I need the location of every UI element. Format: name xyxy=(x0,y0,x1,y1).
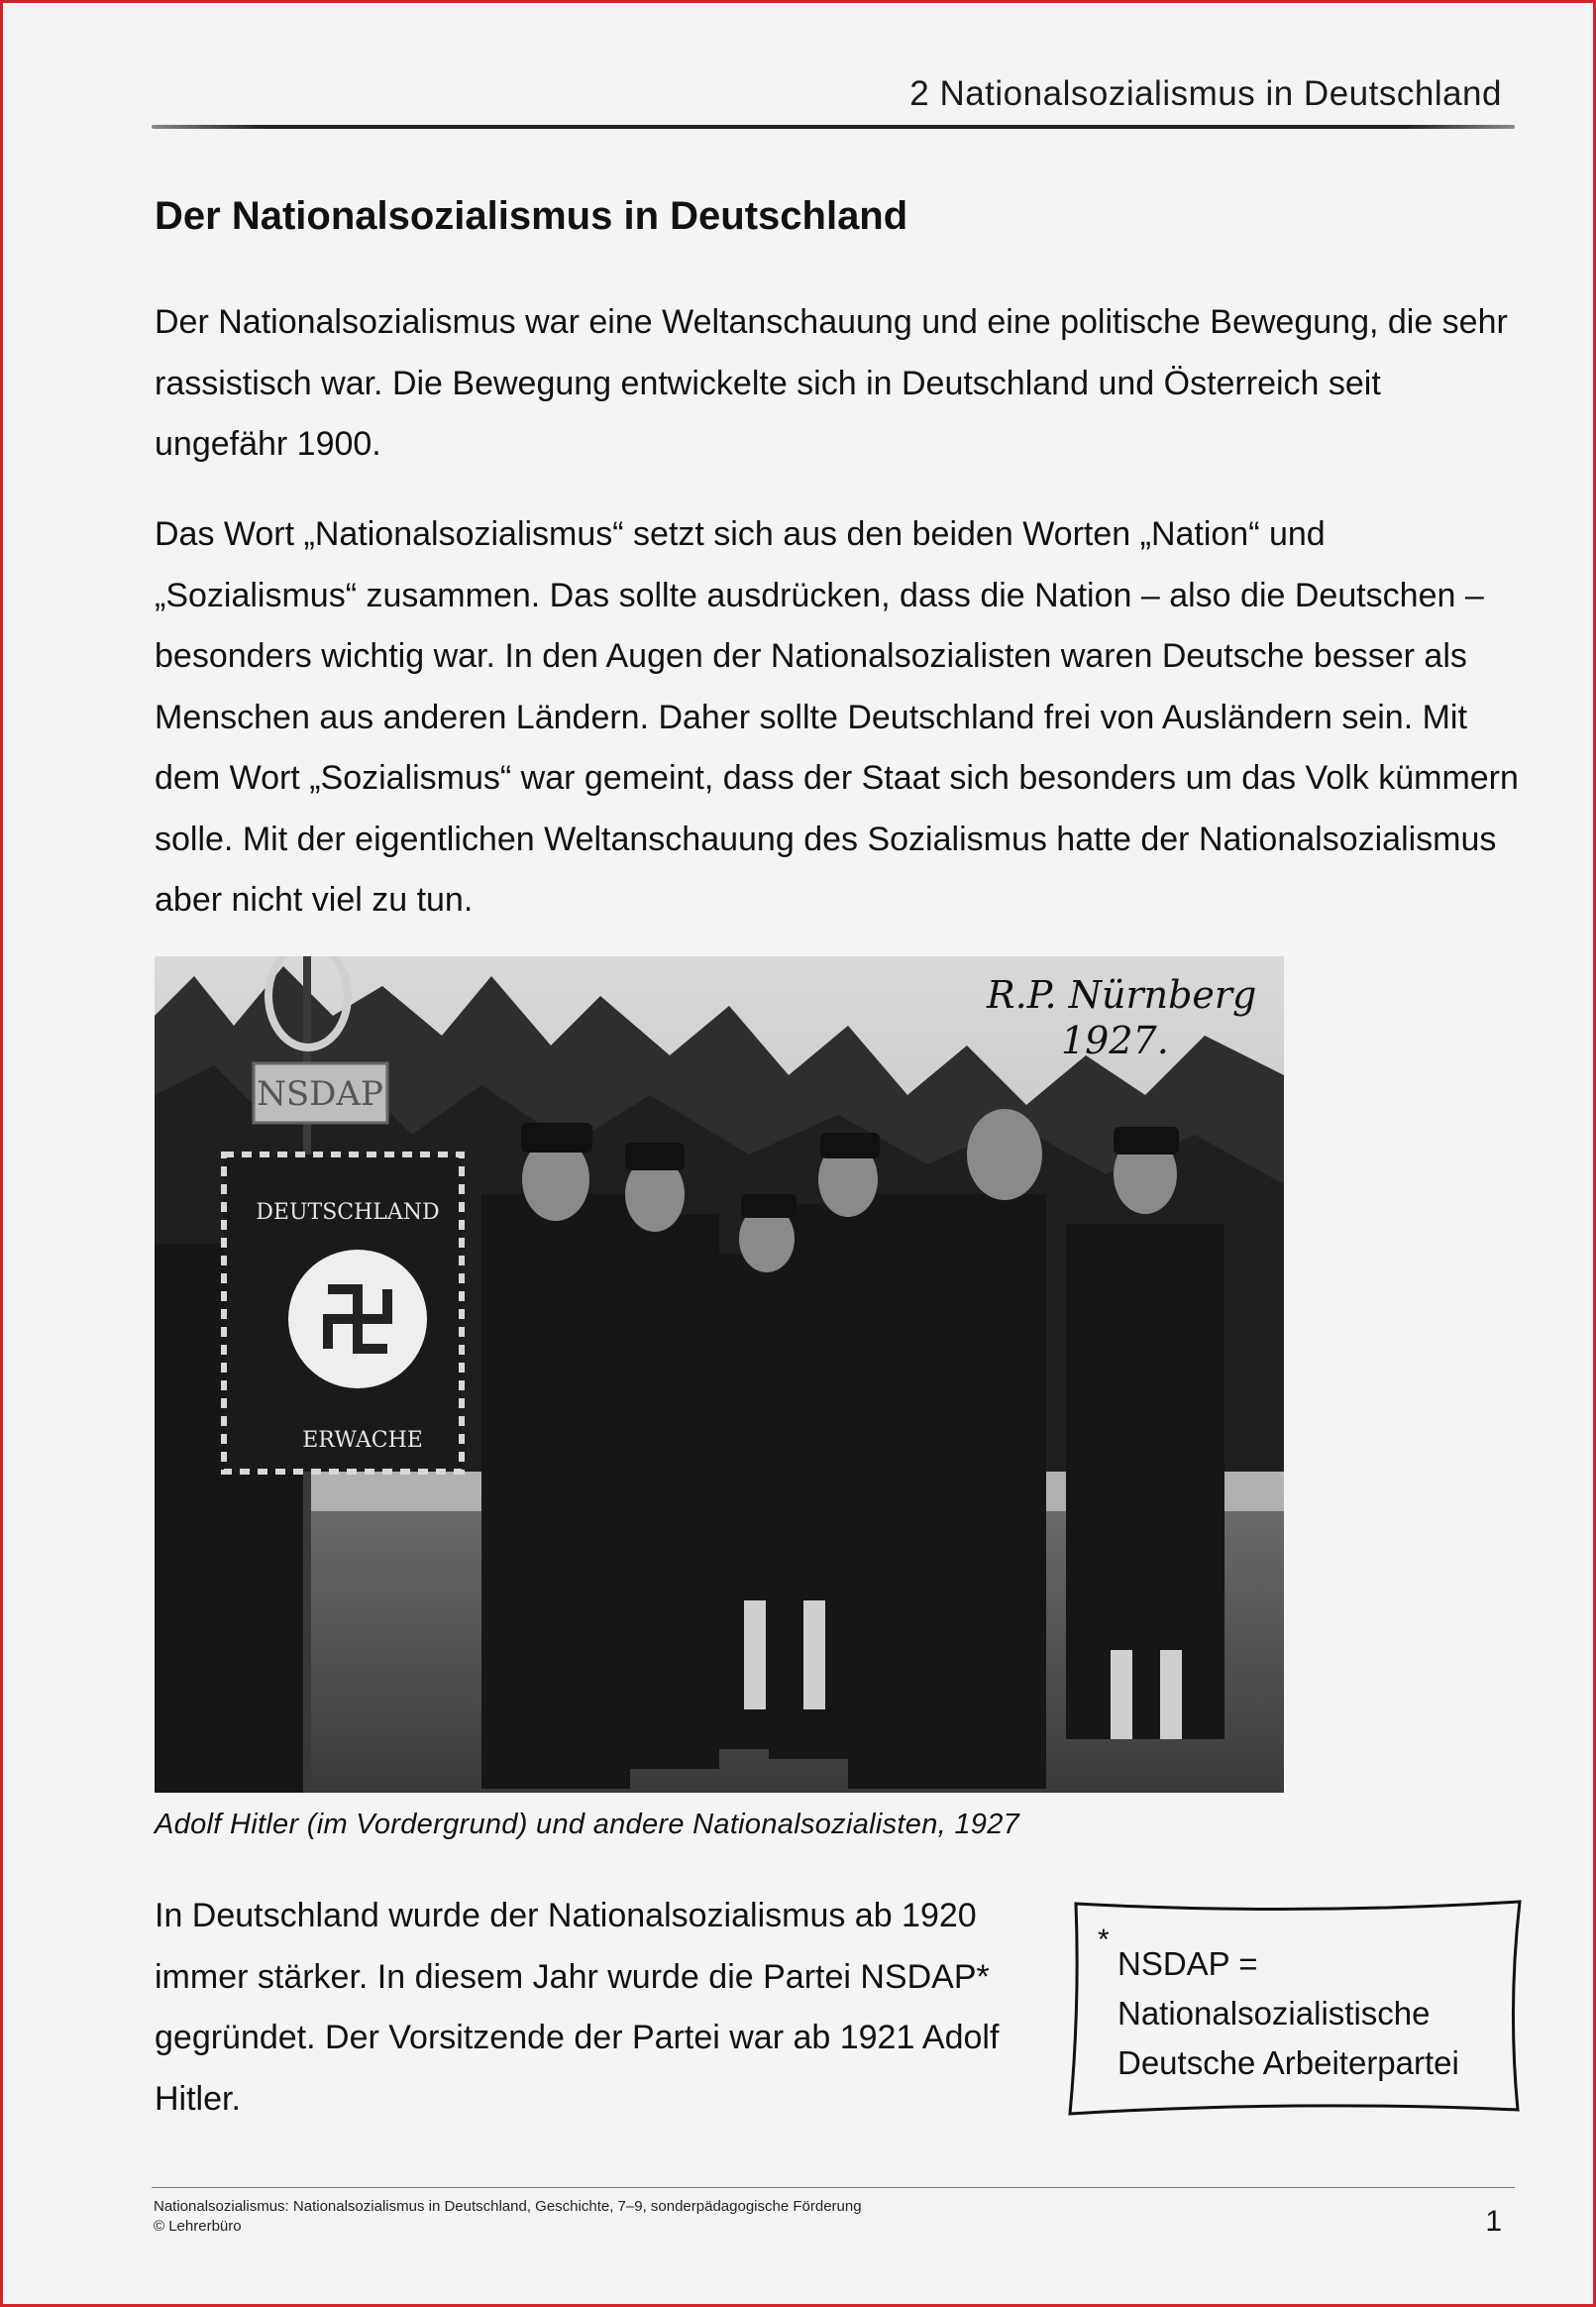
paragraph-word-meaning: Das Wort „Nationalsozialismus“ setzt sich aus den beiden Worten „Nation“ und „Sozialismus“ zusammen. Das sollte ausdrücken, dass die Nation – also die Deutschen – besonders wichtig war. In den Augen der Nationalsozialisten waren Deutsche besser als Menschen aus anderen Ländern. Daher sollte Deutschland frei von Ausländern sein. Mit dem Wort „Sozialismus“ war gemeint, dass der Staat sich besonders um das Volk kümmern solle. Mit der eigentlichen Weltanschauung des Sozialismus hatte der Nationalsozialismus aber nicht viel zu tun. xyxy=(155,515,1519,919)
paragraph-nsdap: In Deutschland wurde der Nationalsozialismus ab 1920 immer stärker. In diesem Jahr wurde die Partei NSDAP* gegründet. Der Vorsitzende der Partei war ab 1921 Adolf Hitler. xyxy=(155,1897,1000,2118)
banner-bottom-text: ERWACHE xyxy=(302,1428,423,1453)
running-header: 2 Nationalsozialismus in Deutschland xyxy=(909,74,1502,113)
footer-copyright: © Lehrerbüro xyxy=(154,2218,242,2235)
historical-photo xyxy=(155,956,1284,1793)
footnote-box xyxy=(1066,1898,1526,2118)
sign-text: NSDAP xyxy=(257,1074,383,1114)
page-number: 1 xyxy=(1485,2205,1502,2238)
footnote-marker: * xyxy=(1098,1923,1110,1956)
footer-credits xyxy=(154,2197,862,2237)
footnote-text xyxy=(1117,1939,1514,2088)
footnote-line-2: Nationalsozialistische xyxy=(1117,1995,1431,2032)
photo-handwriting-year: 1927. xyxy=(1061,1019,1169,1062)
footnote-line-3: Deutsche Arbeiterpartei xyxy=(1117,2044,1459,2081)
photo-caption: Adolf Hitler (im Vordergrund) und andere Nationalsozialisten, 1927 xyxy=(155,1809,1020,1840)
photo-handwriting-place: R.P. Nürnberg xyxy=(987,973,1257,1017)
banner-top-text: DEUTSCHLAND xyxy=(256,1200,440,1225)
footer-source: Nationalsozialismus: Nationalsozialismus in Deutschland, Geschichte, 7–9, sonderpädagogische Förderung xyxy=(154,2198,862,2215)
page-title: Der Nationalsozialismus in Deutschland xyxy=(155,194,908,238)
paragraph-intro: Der Nationalsozialismus war eine Weltanschauung und eine politische Bewegung, die sehr rassistisch war. Die Bewegung entwickelte sich in Deutschland und Österreich seit ungefähr 1900. xyxy=(155,303,1508,463)
footer-rule xyxy=(152,2187,1515,2188)
header-rule xyxy=(152,125,1515,129)
footnote-line-1: NSDAP = xyxy=(1117,1945,1258,1982)
